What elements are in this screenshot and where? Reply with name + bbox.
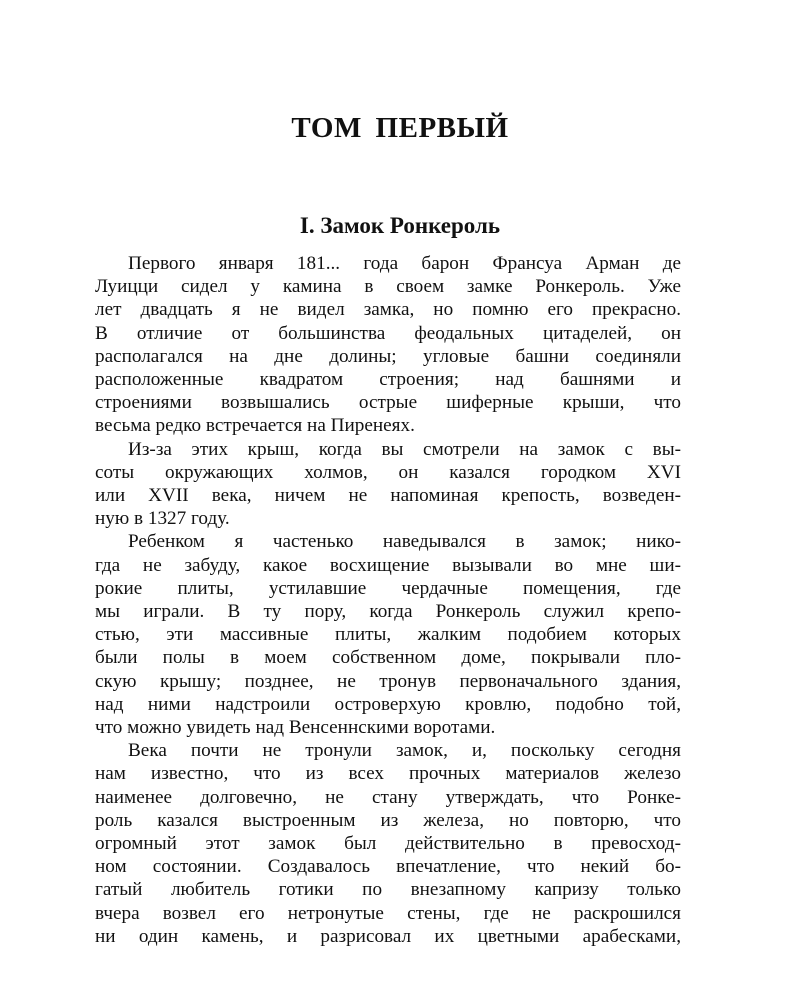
- text-line: над ними надстроили островерхую кровлю, подобно той,: [95, 693, 681, 715]
- text-line: соты окружающих холмов, он казался городком XVI: [95, 461, 681, 483]
- text-line: роль казался выстроенным из железа, но повторю, что: [95, 809, 681, 831]
- text-line: нам известно, что из всех прочных материалов железо: [95, 763, 681, 785]
- text-line: Луицци сидел у камина в своем замке Ронкероль. Уже: [95, 276, 681, 298]
- chapter-body: [95, 252, 681, 948]
- text-line: лет двадцать я не видел замка, но помню его прекрасно.: [95, 299, 681, 321]
- volume-title: ТОМ ПЕРВЫЙ: [291, 112, 509, 144]
- text-line: Из-за этих крыш, когда вы смотрели на замок с вы-: [128, 438, 681, 460]
- text-line: Века почти не тронули замок, и, поскольку сегодня: [128, 740, 681, 762]
- text-line: весьма редко встречается на Пиренеях.: [95, 415, 415, 437]
- text-line: огромный этот замок был действительно в превосход-: [95, 833, 681, 855]
- text-line: ни один камень, и разрисовал их цветными арабесками,: [95, 925, 681, 947]
- text-line: были полы в моем собственном доме, покрывали пло-: [95, 647, 681, 669]
- paragraph: [95, 438, 681, 531]
- chapter-title: I. Замок Ронкероль: [299, 213, 501, 238]
- text-line: расположенные квадратом строения; над башнями и: [95, 369, 681, 391]
- text-line: что можно увидеть над Венсеннскими воротами.: [95, 717, 496, 739]
- text-line: В отличие от большинства феодальных цитаделей, он: [95, 322, 681, 344]
- text-line: рокие плиты, устилавшие чердачные помещения, где: [95, 577, 681, 599]
- text-line: гатый любитель готики по внезапному капризу только: [95, 879, 681, 901]
- paragraph: [95, 252, 681, 438]
- text-line: Ребенком я частенько наведывался в замок; нико-: [128, 531, 681, 553]
- text-line: вчера возвел его нетронутые стены, где не раскрошился: [95, 902, 681, 924]
- text-line: располагался на дне долины; угловые башни соединяли: [95, 345, 681, 367]
- paragraph: [95, 739, 681, 948]
- text-line: стью, эти массивные плиты, жалким подобием которых: [95, 624, 681, 646]
- text-line: мы играли. В ту пору, когда Ронкероль служил крепо-: [95, 601, 681, 623]
- text-line: ном состоянии. Создавалось впечатление, что некий бо-: [95, 856, 681, 878]
- text-line: ную в 1327 году.: [95, 508, 230, 530]
- text-line: скую крышу; позднее, не тронув первоначального здания,: [95, 670, 681, 692]
- text-line: или XVII века, ничем не напоминая крепость, возведен-: [95, 485, 681, 507]
- paragraph: [95, 530, 681, 739]
- text-line: гда не забуду, какое восхищение вызывали во мне ши-: [95, 554, 681, 576]
- text-line: наименее долговечно, не стану утверждать, что Ронке-: [95, 786, 681, 808]
- text-line: строениями возвышались острые шиферные крыши, что: [95, 392, 681, 414]
- text-line: Первого января 181... года барон Франсуа Арман де: [128, 253, 681, 274]
